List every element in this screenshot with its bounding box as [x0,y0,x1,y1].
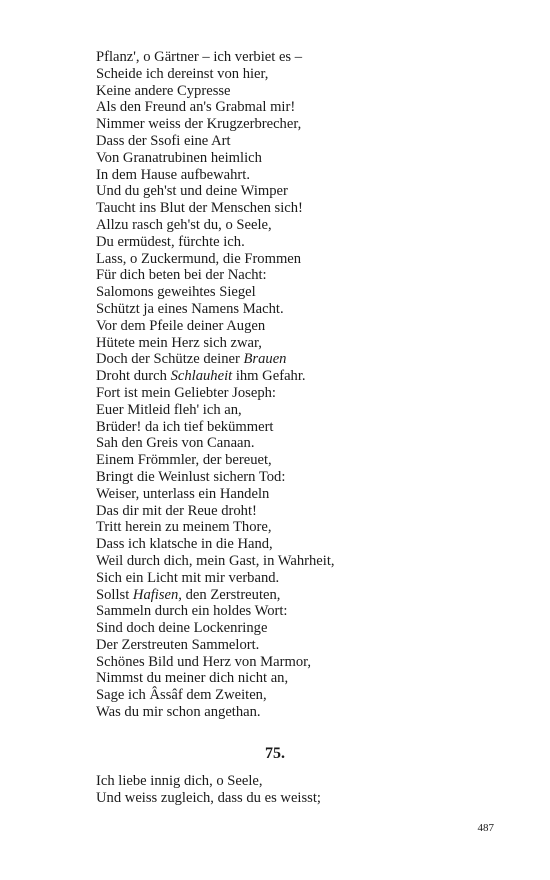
poem-line: Lass, o Zuckermund, die Frommen [96,250,302,267]
poem-75-text [96,773,496,807]
line-text: den Zerstreuten, [181,586,281,603]
poem-line: Ich liebe innig dich, o Seele, [96,773,263,789]
poem-line: Du ermüdest, fürchte ich. [96,233,245,250]
poem-line: Der Zerstreuten Sammelort. [96,636,260,653]
poem-line: Allzu rasch geh'st du, o Seele, [96,216,272,233]
poem-74-text [96,49,496,721]
poem-line: Scheide ich dereinst von hier, [96,65,269,82]
poem-line: Sich ein Licht mit mir verband. [96,569,280,586]
italic-text: Brauen [243,351,287,368]
line-text: Droht durch [96,368,171,385]
poem-line: Nimmst du meiner dich nicht an, [96,670,289,687]
poem-line [96,587,496,604]
poem-line: Salomons geweihtes Siegel [96,284,256,301]
poem-line [96,351,496,368]
poem-line: Dass ich klatsche in die Hand, [96,536,273,553]
poem-line: Vor dem Pfeile deiner Augen [96,317,266,334]
poem-line: Schützt ja eines Namens Macht. [96,300,284,317]
poem-line: Sage ich Âssâf dem Zweiten, [96,687,267,704]
poem-line: In dem Hause aufbewahrt. [96,166,250,183]
poem-line: Für dich beten bei der Nacht: [96,267,267,284]
poem-line: Pflanz', o Gärtner – ich verbiet es – [96,49,303,65]
poem-line: Euer Mitleid fleh' ich an, [96,401,242,418]
poem-line: Nimmer weiss der Krugzerbrecher, [96,116,302,133]
poem-line: Bringt die Weinlust sichern Tod: [96,468,286,485]
poem-line: Und weiss zugleich, dass du es weisst; [96,789,321,806]
poem-line: Von Granatrubinen heimlich [96,149,262,166]
italic-text: Hafisen, [132,586,182,603]
poem-line: Weiser, unterlass ein Handeln [96,485,270,502]
poem-line: Hütete mein Herz sich zwar, [96,334,262,351]
poem-line: Weil durch dich, mein Gast, in Wahrheit, [96,552,335,569]
poem-line: Das dir mit der Reue droht! [96,502,257,519]
poem-line: Brüder! da ich tief bekümmert [96,418,274,435]
page-number: 487 [477,822,494,834]
poem-line [96,368,496,385]
poem-line: Fort ist mein Geliebter Joseph: [96,384,276,401]
poem-line: Sammeln durch ein holdes Wort: [96,603,288,620]
line-text: Sollst [96,586,133,603]
poem-line: Keine andere Cypresse [96,82,231,99]
italic-text: Schlauheit [170,368,233,385]
line-text: Doch der Schütze deiner [96,351,244,368]
poem-number: 75. [265,745,285,762]
line-text: ihm Gefahr. [232,368,306,385]
poem-line: Tritt herein zu meinem Thore, [96,519,272,536]
poem-line: Was du mir schon angethan. [96,704,261,721]
poem-line: Sah den Greis von Canaan. [96,435,255,452]
poem-line: Schönes Bild und Herz von Marmor, [96,653,312,670]
poem-line: Dass der Ssofi eine Art [96,132,231,149]
poem-line: Als den Freund an's Grabmal mir! [96,99,296,116]
poem-line: Und du geh'st und deine Wimper [96,183,288,200]
poem-line: Einem Frömmler, der bereuet, [96,452,272,469]
poem-line: Sind doch deine Lockenringe [96,620,268,637]
poem-line: Taucht ins Blut der Menschen sich! [96,200,303,217]
